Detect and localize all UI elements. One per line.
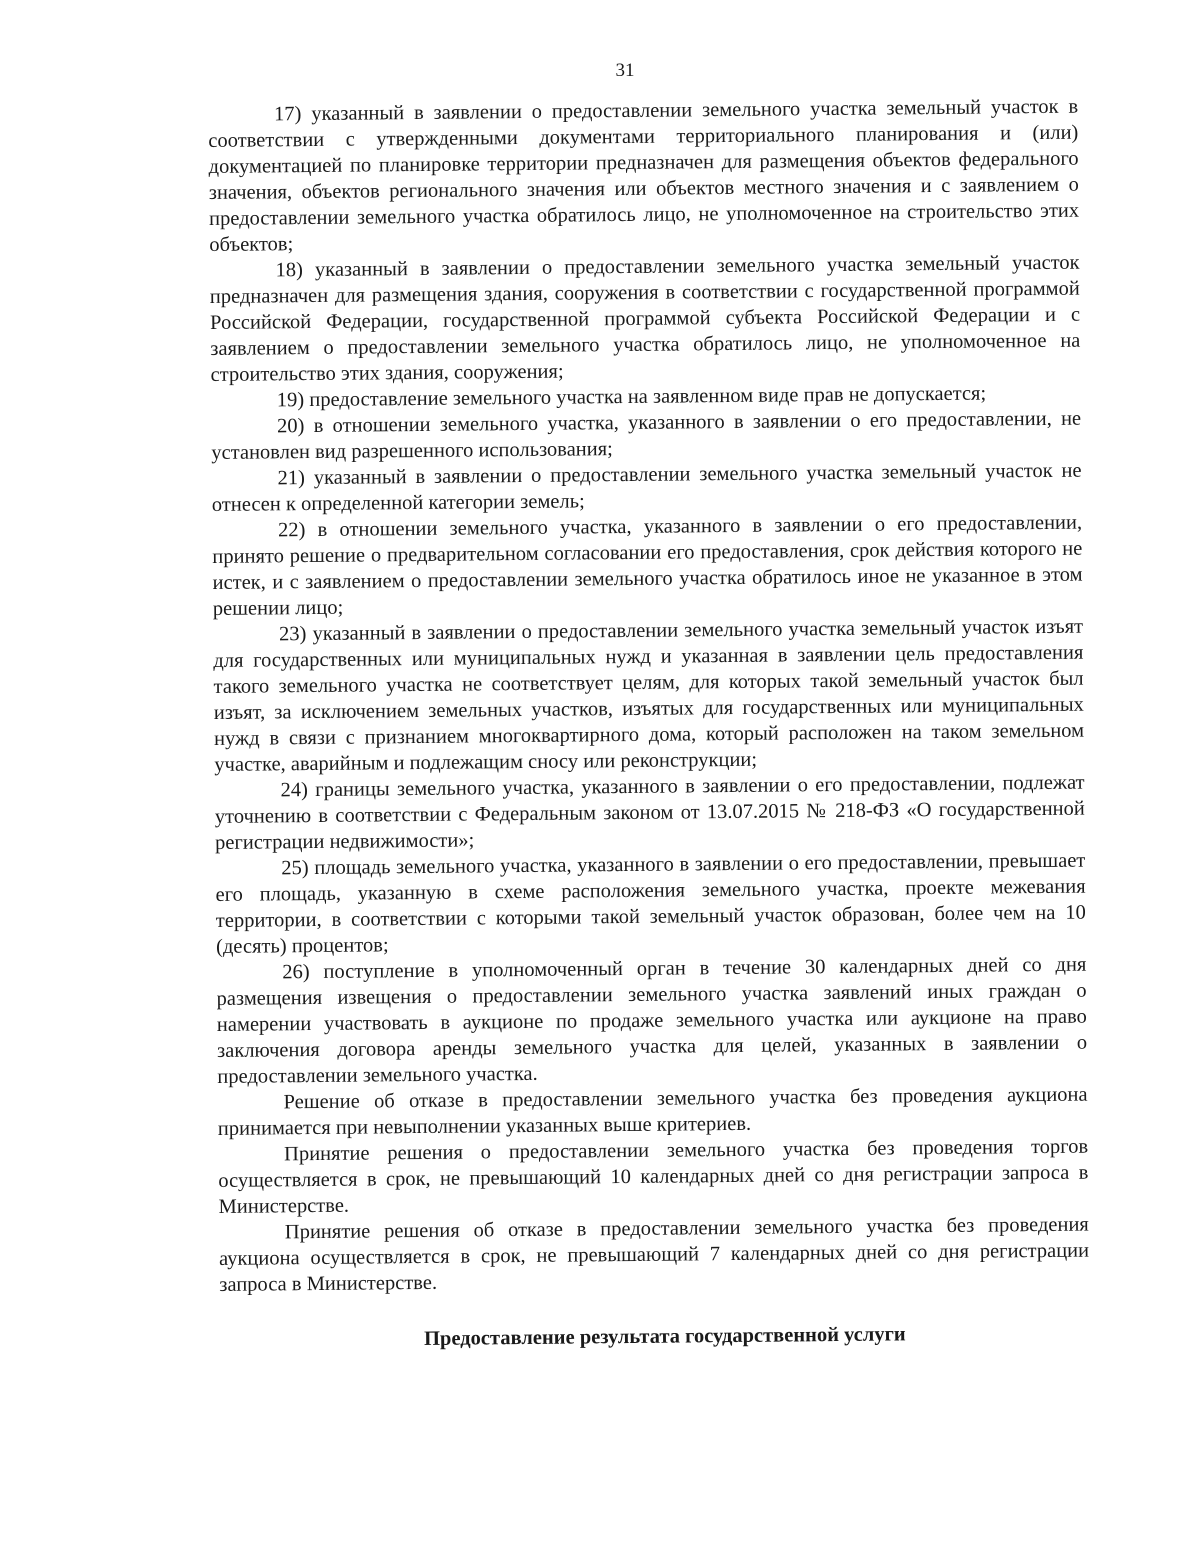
paragraph-item-17: 17) указанный в заявлении о предоставлении земельного участка земельный участок в соответствии с утвержденными документами территориального планирования и (или) документацией по планировке территории предназначен для размещения объектов федерального значения, объектов регионального значения или объектов местного значения и с заявлением о предоставлении земельного участка обратилось лицо, не уполномоченное на строительство этих объектов; (208, 95, 1080, 256)
paragraph-refusal-deadline: Принятие решения об отказе в предоставлении земельного участка без проведения аукциона осуществляется в срок, не превышающий 7 календарных дней со дня регистрации запроса в Министерстве. (219, 1213, 1090, 1296)
paragraph-item-24: 24) границы земельного участка, указанного в заявлении о его предоставлении, подлежат уточнению в соответствии с Федеральным законом от 13.07.2015 № 218-ФЗ «О государственной регистрации недвижимости»; (214, 771, 1085, 854)
paragraph-item-20: 20) в отношении земельного участка, указанного в заявлении о его предоставлении, не установлен вид разрешенного использования; (211, 407, 1082, 464)
paragraph-item-25: 25) площадь земельного участка, указанного в заявлении о его предоставлении, превышает его площадь, указанную в схеме расположения земельного участка, проекте межевания территории, в соответствии с которыми такой земельный участок образован, более чем на 10 (десять) процентов; (215, 849, 1086, 958)
paragraph-item-26: 26) поступление в уполномоченный орган в течение 30 календарных дней со дня размещения извещения о предоставлении земельного участка заявлений иных граждан о намерении участвовать в аукционе по продаже земельного участка или аукционе на право заключения договора аренды земельного участка для целей, указанных в заявлении о предоставлении земельного участка. (216, 953, 1088, 1088)
paragraph-refusal-decision: Решение об отказе в предоставлении земельного участка без проведения аукциона принимается при невыполнении указанных выше критериев. (217, 1083, 1088, 1140)
document-body (208, 94, 1090, 1354)
paragraph-item-22: 22) в отношении земельного участка, указанного в заявлении о его предоставлении, принято решение о предварительном согласовании его предоставления, срок действия которого не истек, и с заявлением о предоставлении земельного участка обратилось иное не указанное в этом решении лицо; (212, 511, 1083, 620)
page-number: 31 (615, 60, 635, 81)
paragraph-item-18: 18) указанный в заявлении о предоставлении земельного участка земельный участок предназначен для размещения здания, сооружения в соответствии с государственной программой Российской Федерации, государственной программой субъекта Российской Федерации и с заявлением о предоставлении земельного участка обратилось лицо, не уполномоченное на строительство этих здания, сооружения; (209, 251, 1081, 386)
paragraph-item-19: 19) предоставление земельного участка на заявленном виде прав не допускается; (276, 382, 987, 412)
paragraph-item-23: 23) указанный в заявлении о предоставлении земельного участка земельный участок изъят для государственных или муниципальных нужд и указанная в заявлении цель предоставления такого земельного участка не соответствует целям, для которых такой земельный участок был изъят, за исключением земельных участков, изъятых для государственных или муниципальных нужд в связи с признанием многоквартирного дома, который расположен на таком земельном участке, аварийным и подлежащим сносу или реконструкции; (213, 615, 1085, 776)
paragraph-grant-deadline: Принятие решения о предоставлении земельного участка без проведения торгов осуществляется в срок, не превышающий 10 календарных дней со дня регистрации запроса в Министерстве. (218, 1135, 1089, 1218)
section-heading: Предоставление результата государственной услуги (423, 1323, 906, 1350)
paragraph-item-21: 21) указанный в заявлении о предоставлении земельного участка земельный участок не отнесен к определенной категории земель; (211, 459, 1082, 516)
